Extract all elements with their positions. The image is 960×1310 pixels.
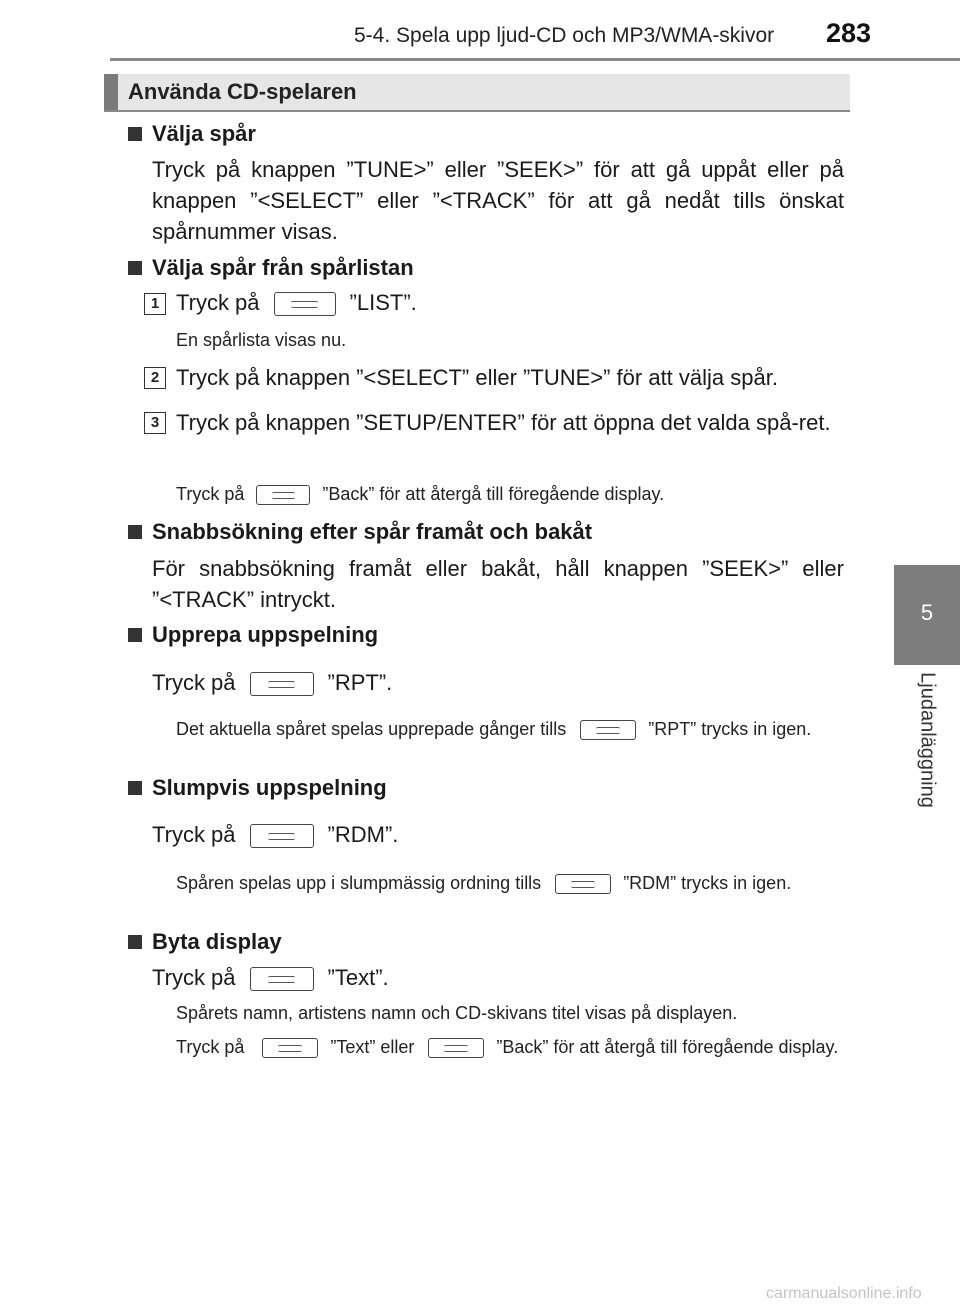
screen-button-icon [250,967,314,991]
chapter-tab-divider [894,663,960,665]
repeat-text-before: Tryck på [152,670,236,695]
bullet-square-icon [128,628,142,642]
paragraph-fast-search: För snabbsökning framåt eller bakåt, håll knappen ”SEEK>” eller ”<TRACK” intryckt. [152,556,844,612]
screen-button-icon [580,720,636,740]
repeat-note-after: ”RPT” trycks in igen. [648,719,812,739]
step-1-text [176,290,417,316]
back-note [176,484,664,505]
bullet-square-icon [128,525,142,539]
repeat-text [152,670,392,696]
section-title: Använda CD-spelaren [128,79,357,104]
random-text [152,822,398,848]
back-note-after: ”Back” för att återgå till föregående display. [322,484,665,504]
screen-button-icon [274,292,336,316]
repeat-note [176,716,844,742]
header-divider [110,58,960,61]
step-3-text: Tryck på knappen ”SETUP/ENTER” för att öppna det valda spå-ret. [176,410,831,435]
screen-button-icon [262,1038,318,1058]
step-1-text-before: Tryck på [176,290,260,315]
random-note-after: ”RDM” trycks in igen. [623,873,792,893]
heading-select-track: Välja spår [152,121,256,146]
step-number-badge: 3 [144,412,166,434]
random-note-before: Spåren spelas upp i slumpmässig ordning tills [176,873,542,893]
heading-repeat: Upprepa uppspelning [152,622,379,647]
display-note-2 [176,1034,844,1060]
footer-watermark: carmanualsonline.info [766,1285,922,1302]
heading-display: Byta display [152,929,282,954]
bullet-square-icon [128,261,142,275]
step-1-text-after: ”LIST”. [349,290,417,315]
step-number-badge: 1 [144,293,166,315]
heading-track-list: Välja spår från spårlistan [152,255,414,280]
heading-random: Slumpvis uppspelning [152,775,387,800]
display-note-2-after: ”Back” för att återgå till föregående display. [496,1037,839,1057]
repeat-text-after: ”RPT”. [327,670,393,695]
random-text-after: ”RDM”. [327,822,399,847]
screen-button-icon [428,1038,484,1058]
section-header-title: 5-4. Spela upp ljud-CD och MP3/WMA-skivor [354,24,775,47]
screen-button-icon [555,874,611,894]
screen-button-icon [250,824,314,848]
step-2-text: Tryck på knappen ”<SELECT” eller ”TUNE>” för att välja spår. [176,365,778,390]
display-note-1: Spårets namn, artistens namn och CD-skivans titel visas på displayen. [176,1003,738,1023]
bullet-square-icon [128,781,142,795]
paragraph-select-track: Tryck på knappen ”TUNE>” eller ”SEEK>” för att gå uppåt eller på knappen ”<SELECT” eller ”<TRACK” för att gå nedåt tills önskat spårnummer visas. [152,157,844,244]
chapter-number: 5 [920,600,934,625]
page-number: 283 [826,18,872,48]
section-title-underline [104,110,850,112]
random-text-before: Tryck på [152,822,236,847]
bullet-square-icon [128,935,142,949]
display-text-before: Tryck på [152,965,236,990]
screen-button-icon [256,485,310,505]
display-note-2-middle: ”Text” eller [330,1037,415,1057]
heading-fast-search: Snabbsökning efter spår framåt och bakåt [152,519,593,544]
display-note-2-before: Tryck på [176,1037,245,1057]
step-number-badge: 2 [144,367,166,389]
random-note [176,870,844,896]
back-note-before: Tryck på [176,484,245,504]
display-text-after: ”Text”. [327,965,389,990]
bullet-square-icon [128,127,142,141]
screen-button-icon [250,672,314,696]
section-title-accent [104,74,118,110]
chapter-label: Ljudanläggning [916,672,939,808]
repeat-note-before: Det aktuella spåret spelas upprepade gånger tills [176,719,567,739]
display-text [152,965,389,991]
step-1-note: En spårlista visas nu. [176,330,347,350]
